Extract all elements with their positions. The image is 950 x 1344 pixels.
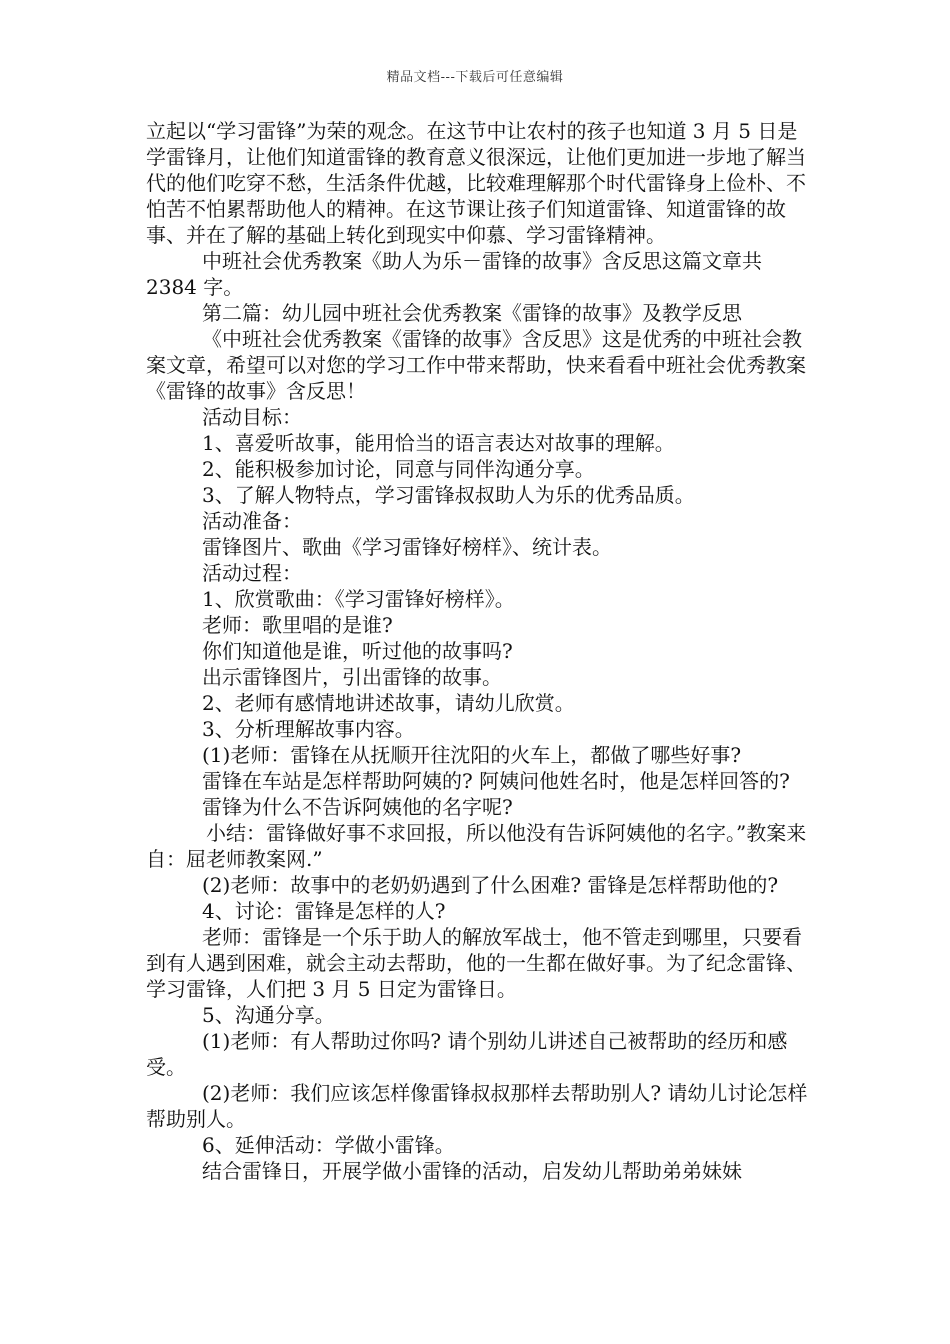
paragraph: 6、延伸活动：学做小雷锋。 <box>202 1133 455 1157</box>
paragraph: 雷锋在车站是怎样帮助阿姨的? 阿姨问他姓名时，他是怎样回答的? <box>202 769 790 793</box>
paragraph: (2)老师：我们应该怎样像雷锋叔叔那样去帮助别人? 请幼儿讨论怎样帮助别人。 <box>146 1081 808 1131</box>
paragraph: (1)老师：雷锋在从抚顺开往沈阳的火车上，都做了哪些好事? <box>202 743 742 767</box>
paragraph: 小结：雷锋做好事不求回报，所以他没有告诉阿姨他的名字。”教案来自：屈老师教案网.” <box>146 821 807 871</box>
paragraph: 《中班社会优秀教案《雷锋的故事》含反思》这是优秀的中班社会教案文章，希望可以对您的学习工作中带来帮助，快来看看中班社会优秀教案《雷锋的故事》含反思！ <box>146 327 806 403</box>
paragraph: 雷锋为什么不告诉阿姨他的名字呢? <box>202 795 513 819</box>
paragraph: 雷锋图片、歌曲《学习雷锋好榜样》、统计表。 <box>202 535 612 559</box>
paragraph: 第二篇：幼儿园中班社会优秀教案《雷锋的故事》及教学反思 <box>202 301 742 325</box>
paragraph: 2、能积极参加讨论，同意与同伴沟通分享。 <box>202 457 595 481</box>
paragraph: 活动目标： <box>202 405 302 429</box>
paragraph: (2)老师：故事中的老奶奶遇到了什么困难? 雷锋是怎样帮助他的? <box>202 873 779 897</box>
paragraph: 立起以“学习雷锋”为荣的观念。在这节中让农村的孩子也知道 3 月 5 日是学雷锋月，让他们知道雷锋的教育意义很深远，让他们更加进一步地了解当代的他们吃穿不愁，生活条件优越，比较难理解那个时代雷锋身上俭朴、不怕苦不怕累帮助他人的精神。在这节课让孩子们知道雷锋、知道雷锋的故事、并在了解的基础上转化到现实中仰慕、学习雷锋精神。 <box>146 119 806 247</box>
paragraph: (1)老师：有人帮助过你吗? 请个别幼儿讲述自己被帮助的经历和感受。 <box>146 1029 788 1079</box>
paragraph: 活动过程： <box>202 561 302 585</box>
paragraph: 5、沟通分享。 <box>202 1003 335 1027</box>
paragraph: 3、分析理解故事内容。 <box>202 717 415 741</box>
document-body <box>146 118 812 1184</box>
paragraph: 2、老师有感情地讲述故事，请幼儿欣赏。 <box>202 691 575 715</box>
paragraph: 结合雷锋日，开展学做小雷锋的活动，启发幼儿帮助弟弟妹妹 <box>202 1159 742 1183</box>
paragraph: 1、喜爱听故事，能用恰当的语言表达对故事的理解。 <box>202 431 675 455</box>
paragraph: 1、欣赏歌曲：《学习雷锋好榜样》。 <box>202 587 515 611</box>
paragraph: 4、讨论：雷锋是怎样的人? <box>202 899 446 923</box>
paragraph: 中班社会优秀教案《助人为乐－雷锋的故事》含反思这篇文章共 2384 字。 <box>146 249 762 299</box>
paragraph: 3、了解人物特点，学习雷锋叔叔助人为乐的优秀品质。 <box>202 483 695 507</box>
paragraph: 出示雷锋图片，引出雷锋的故事。 <box>202 665 502 689</box>
paragraph: 活动准备： <box>202 509 302 533</box>
paragraph: 你们知道他是谁，听过他的故事吗? <box>202 639 513 663</box>
page-header: 精品文档---下载后可任意编辑 <box>386 70 564 85</box>
paragraph: 老师：雷锋是一个乐于助人的解放军战士，他不管走到哪里，只要看到有人遇到困难，就会主动去帮助，他的一生都在做好事。为了纪念雷锋、学习雷锋，人们把 3 月 5 日定为雷锋日。 <box>146 925 806 1001</box>
paragraph: 老师：歌里唱的是谁? <box>202 613 393 637</box>
